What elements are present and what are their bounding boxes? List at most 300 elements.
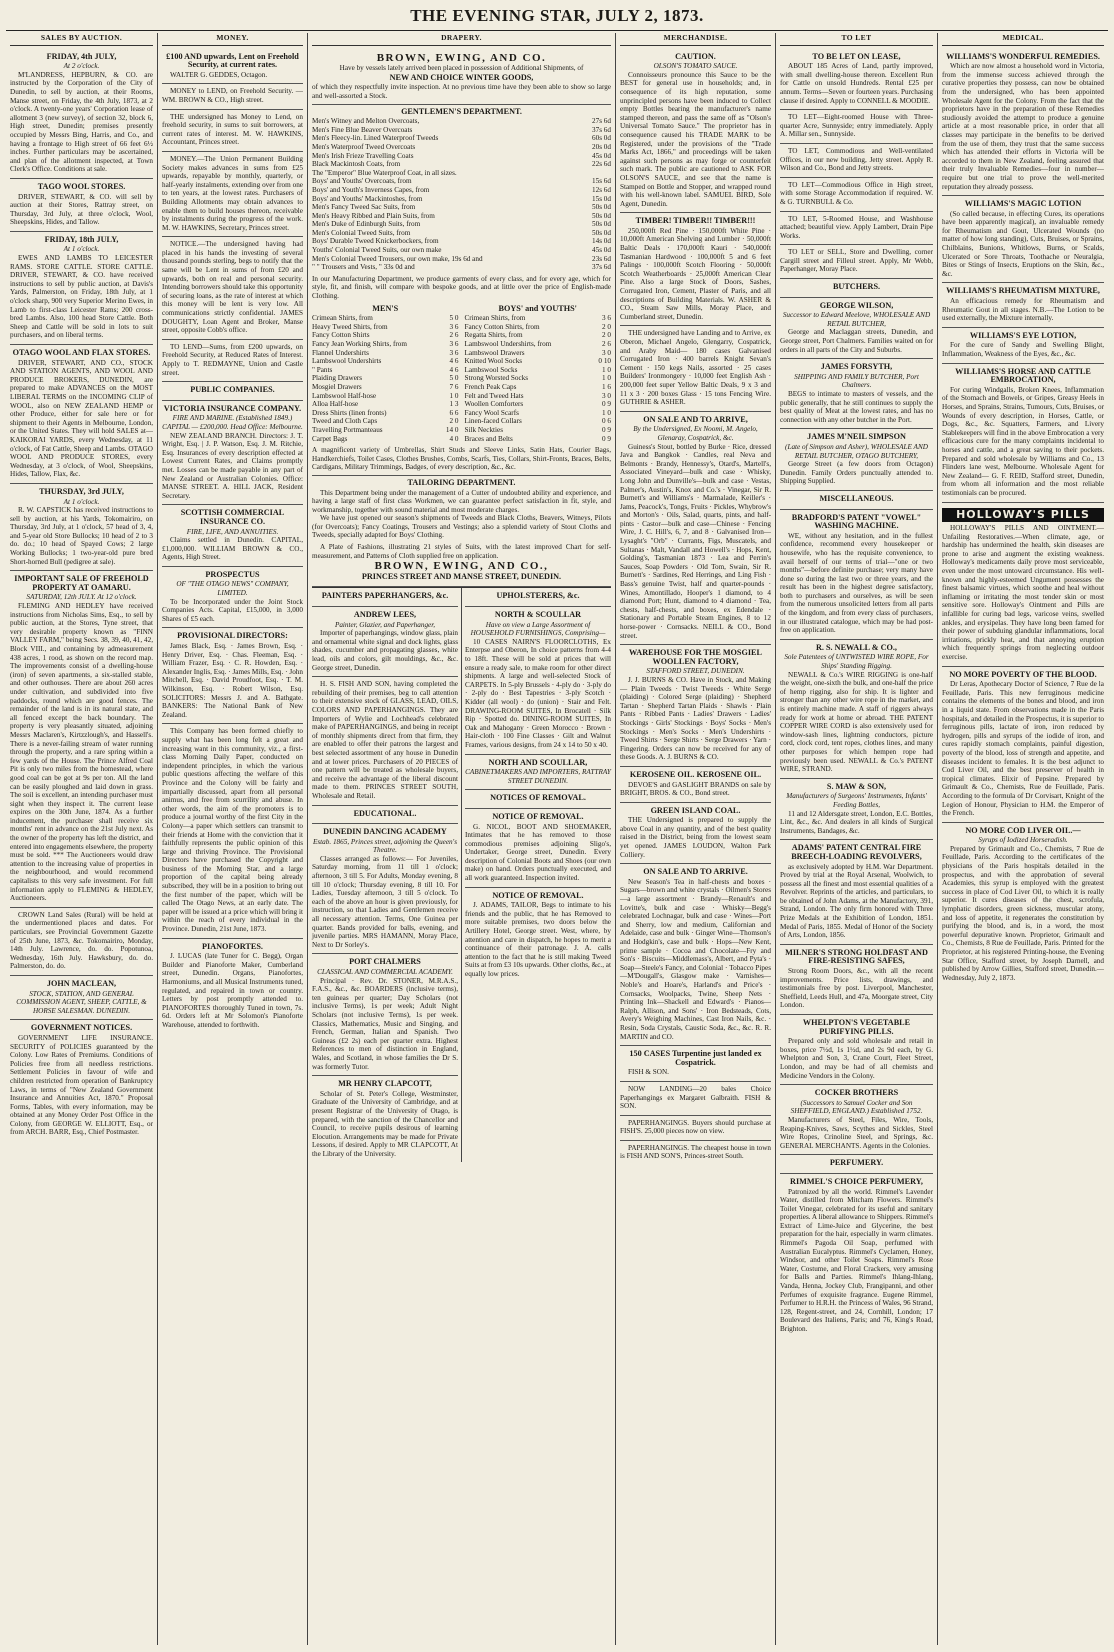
ad-body: EWES AND LAMBS TO LEICESTER RAMS. STORE CATTLE. STORE CATTLE. DRIVER, STEWART, & CO. have received instructions to sell by public auction, at Davis's Yards, Palmerston, on Friday, 18th July, at 1 o'clock sharp, 900 very Superior Merino Ewes, in Lamb to first-class Leicester Rams; 200 cross-bred Lambs. Also, 100 head Store Cattle. Both Sheep and Cattle will be sold in lots to suit purchasers, and on liberal terms. [10,254,153,340]
price-row [312,349,459,358]
price-value: 27s 6d [592,117,611,126]
ad-heading: NORTH AND SCOULLAR, [488,757,588,767]
price-value: 7 6 [449,382,459,391]
ad-heading: THURSDAY, 3rd JULY, [39,486,124,496]
price-item: Men's Colonial Tweed Trousers, our own make, 19s 6d and [312,254,483,263]
advertisement [10,179,153,232]
column-medical [938,33,1108,1645]
price-value: 50s 0d [592,228,611,237]
mens-head: MEN'S [372,303,399,313]
price-row [465,366,612,375]
ad-heading: NORTH & SCOULLAR [494,610,582,620]
ad-body: For curing Windgalls, Broken Knees, Inflammation of the Stomach and Bowels, or Gripes, Greasy Heels in Horses, and Sprains, Strains, Tumours, Cuts, Bruises, or Wounds of every description, in Horses, Cattle, or Dogs, &c., &c. Squatters, Farmers, and Livery Stablekeepers will find in the above Embrocation a very efficacious cure for the many complaints incidental to horses and cattle, and a great saving to their pockets. Prepared and sold wholesale by Williams and Co., 13 Flinders lane west, Melbourne. Wholesale Agent for New Zealand— G. F. REID, Stafford street, Dunedin, from whom all information and the most reliable testimonials can be procured. [942,385,1104,497]
tailoring-text-a: This Department being under the management of a Cutter of undoubted ability and experience, and having a large staff of first class Workmen, we can guarantee perfect satisfaction in fit, style, and workmanship, together with sound material and most moderate charges. [312,488,611,514]
ad-heading: NOTICE OF REMOVAL. [492,890,584,900]
price-row [312,392,459,401]
price-item: Lambswool Half-hose [312,391,377,400]
price-item: Lambswool Socks [464,365,518,374]
brown-ewing-footer-title: BROWN, EWING, AND CO., [374,560,549,573]
medical-ads [942,49,1104,987]
ad-body: Prepared by Grimault and Co., Chemists, 7 Rue de Feuillade, Paris. According to the certificates of the physicians of the Paris hospitals detailed in the prospectus, and with the approbation of several Academies, this syrup is employed with the greatest success in place of Cod Liver Oil, to which it is really superior. It cures diseases of the chest, scrofula, lymphatic disorders, green sickness, muscular atony, and loss of appetite, it regenerates the constitution by purifying the blood, and is, in a word, the most powerful depurative known. Proprietor, Grimault and Co., Chemists, 8 Rue de Feuillade, Paris. Printed for the Proprietor, at his registered Printing-house, the Evening Star Office, Stafford street, by Joseph Darnell, and published by Arrow Gillies, Stafford street, Dunedin.—Wednesday, July 2, 1873. [942,844,1104,982]
price-value: 50s 0d [592,203,611,212]
boys-price-list [465,314,612,443]
ad-body: NEW ZEALAND BRANCH. Directors: J. T. Wright, Esq. | J. P. Watson, Esq. J. M. Ritchie, Esq. Insurances of every description effected at Lowest Current Rates, and Claims promptly met. Losses can be made payable in any part of New Zealand or Australian Colonies. Office: MANSE STREET. A. HILL JACK, Resident Secretary. [162,431,303,500]
ad-heading: £100 AND upwards, Lent on Freehold Security, at current rates. [166,51,299,70]
section-header-merchandise: MERCHANDISE. [620,33,771,46]
ad-heading: NOTICE OF REMOVAL. [492,811,584,821]
advertisement [312,1076,458,1162]
advertisement [780,359,933,429]
ad-heading: JAMES M'NEIL SIMPSON [807,432,906,442]
price-row [312,426,459,435]
price-value: 12s 6d [592,185,611,194]
ad-body: THE undersigned have Landing and to Arrive, ex Oberon, Michael Angelo, Glengarry, Cospatrick, and Araby Maid— 180 cases Galvanised Corrugated Iron · 400 barrels Knight Sevan's Cement · 150 kegs Nails, assorted · 25 cases Builders' Ironmongery · 10,000 feet English Ash · 200,000 feet super Yellow Baltic Deals, 9 x 3 and 11 x 3 · 200 boxes Glass · 15 tons Fencing Wire. GUTHRIE & ASHER. [620,329,771,407]
ad-body: G. NICOL, BOOT AND SHOEMAKER, Intimates that he has removed to those commodious premises adjoining Sligo's, Undertaker, George street, Dunedin. Every description of Colonial Boots and Shoes (our own make) on hand. Orders punctually executed, and all work guaranteed. Inspection invited. [465,822,611,883]
ad-subheading: Have on view a Large Assortment of HOUSEHOLD FURNISHINGS, Comprising— [470,620,606,638]
ad-body: HOLLOWAY'S PILLS AND OINTMENT.—Unfailing Restoratives.—When climate, age, or hardship has undermined the health, skin diseases are prone to arise and augment the existing weakness. Holloway's medicaments daily prove most serviceable, even under the most untoward circumstance. His well-known and highly-esteemed Ungument possesses the finest balsamic virtues, which soothe and heal without inflaming or irritating the most tender skin or most sensitive sore. Holloway's Ointment and Pills are infallible for curing bad legs, varicose veins, swelled ankles, and erysipelas. They have long been famed for their power of subduing glandular inflammations, local irritations, prickly heat, and that annoying eruption which frequently springs from neglecting outdoor exercise. [942,524,1104,661]
advertisement [162,110,303,152]
price-value: 14s 0d [592,237,611,246]
price-row [465,426,612,435]
price-value: 3 6 [449,348,459,357]
price-item: Boys' Durable Tweed Knickerbockers, from [312,237,439,246]
column-money [158,33,308,1645]
advertisement [780,110,933,144]
ad-heading: JAMES FORSYTH, [820,362,893,372]
price-row [465,409,612,418]
advertisement [942,49,1104,197]
mens-boys-tables [312,304,611,444]
price-item: Men's Irish Frieze Travelling Coats [312,151,414,160]
price-item: The "Emperor" Blue Waterproof Coat, in all sizes. [312,168,457,177]
price-row [312,435,459,444]
ad-body: Manufacturers of Steel, Files, Wire, Tools, Reaping-Knives, Saws, Scythes and Sickles, Steel Wire Ropes, Crinoline Steel, and Springs, &c. GENERAL MERCHANTS. Agents in the Colonies. [780,1115,933,1150]
advertisement [620,213,771,326]
price-item: Fancy Wool Scarfs [464,408,519,417]
price-row [312,246,611,255]
price-item: Black Mackintosh Coats, from [312,160,401,169]
column-auctions [6,33,158,1645]
ad-heading: BUTCHERS. [832,282,881,292]
ad-subheading: Sole Patentees of UNTWISTED WIRE ROPE, For Ships' Standing Rigging. [784,653,929,671]
advertisement [780,1015,933,1085]
price-item: Carpet Bags [312,434,348,443]
price-row [312,203,611,212]
price-item: Men's Waterproof Tweed Overcoats [312,142,416,151]
price-value: 4 6 [449,357,459,366]
price-value: 5 0 [449,374,459,383]
ad-body: TO LET—Commodious Office in High street, with some Storage Accommodation if required. W. & G. TURNBULL & Co. [780,180,933,206]
masthead: THE EVENING STAR, JULY 2, 1873. [410,6,704,25]
ad-heading: MISCELLANEOUS. [819,493,894,503]
ad-subheading: SHIPPING AND FAMILY BUTCHER, Port Chalmers. [794,372,919,390]
advertisement [162,939,303,1034]
price-value: 1 0 [602,365,611,374]
ad-heading: JOHN MACLEAN, [46,978,117,988]
ad-heading: TIMBER! TIMBER!! TIMBER!!! [635,216,756,226]
ad-subheading: At 1 o'clock. [63,497,100,506]
advertisement [465,588,611,607]
price-value: 23s 6d [592,254,611,263]
ad-heading: NO MORE POVERTY OF THE BLOOD. [949,669,1097,679]
ad-heading: MILNER'S STRONG HOLDFAST AND FIRE-RESISTING SAFES, [785,947,928,966]
price-value: 1 0 [449,391,459,400]
advertisement [312,824,458,954]
ad-body: TO LET, 5-Roomed House, and Washhouse attached; beautiful view. Apply Lambert, Drain Pipe Works. [780,214,933,240]
price-value: 45s 0d [592,246,611,255]
ad-subheading: CABINETMAKERS AND IMPORTERS, RATTRAY STREET DUNEDIN. [465,768,611,785]
price-row [312,366,459,375]
gents-price-list [312,117,611,272]
price-row [465,435,612,444]
ad-heading: WILLIAMS'S EYE LOTION, [969,330,1077,340]
gents-dept-title: GENTLEMEN'S DEPARTMENT. [401,106,522,116]
ad-body: 250,000ft Red Pine · 150,000ft White Pine · 10,000ft American Shelving and Lumber · 50,000ft Baltic Deals · 170,000ft Kauri · 540,000ft Tasmanian Hardwood · 100,000ft 5 and 6 feet Palings · 100,000ft Scotch Flooring · 50,000ft Scotch Weatherboards · 25,000ft American Clear Pine. Also a large Stock of Doors, Sashes, Corrugated Iron, Cement, Plaster of Paris, and all descriptions of Building Materials. W. ASHER & CO., Steam Saw Mills, Moray Place, and Cumberland street, Dunedin. [620,226,771,321]
ad-heading: EDUCATIONAL. [353,808,417,818]
price-item: Regatta Shirts, from [464,331,523,340]
ad-heading: PIANOFORTES. [202,941,263,951]
ad-body: Dr Leras, Apothecary Doctor of Science, 7 Rue de la Feuillade, Paris. This new ferruginous medicine contains the elements of the bones and blood, and iron in a liquid state. From observations made in the Paris hospitals, and detailed in the Prospectus, it is superior to ferruginous pills, lactate of iron, iron reduced by hydrogen, pills and syrups of the iodide of iron, and cures rapidly stomach complaints, painful digestion, poverty of the blood, loss of strength and appetite, and diseases incident to females. It is the best adjunct to Cod Liver Oil, and the best preserver of health in tropical climates. Elixir of Pepsine. Prepared by Grimault & Co., Chemists, Rue de Feuillade, Paris. According to the formula of Dr Corvisart, Knight of the Legion of Honour, Physician to H.M. the Emperor of the French. [942,680,1104,818]
price-value: 20s 0d [592,142,611,151]
section-header-medical: MEDICAL. [942,33,1104,46]
price-row [312,177,611,186]
price-row [312,152,611,161]
ad-body: TO LET or SELL, Store and Dwelling, corner Cargill street and Filleul street. Apply, Mr Webb, Paperhanger, Moray Place. [780,248,933,274]
umbrellas-text: A magnificent variety of Umbrellas, Shirt Studs and Sleeve Links, Satin Hats, Courier Bags, Handkerchiefs, Toilet Cases, Clothes Brushes, Combs, Scarfs, Ties, Collars, Shirt-Fronts, Braces, Belts, Cardigans, Military Trimmings, Badges, of every description, &c., &c. [312,446,611,472]
ad-body: THE Undersigned is prepared to supply the above Coal in any quantity, and of the best quality raised in the District, being from the lowest seam yet opened. JAMES LOUDON, Walton Park Colliery. [620,816,771,859]
advertisement [162,49,303,85]
advertisement [10,345,153,484]
ad-body: Classes arranged as follows:— For Juveniles, Saturday morning, from 11 till 1 o'clock; afternoon, 3 till 5. For Adults, Monday evening, 8 till 10 o'clock; Thursday evening, 8 till 10. For Ladies, Tuesday afternoon, 3 till 5 o'clock. To each of the above an hour is given previously, for instruction, so that Ladies and Gentlemen receive all necessary attention. Terms, One Guinea per quarter. Bands provided for balls, evening, and juvenile parties. MRS HAMANN, Moray Place, Next to Dr Sorley's. [312,854,458,949]
ad-heading: IMPORTANT SALE OF FREEHOLD PROPERTY AT OAMARU. [14,574,149,592]
ad-body: Claims settled in Dunedin. CAPITAL, £1,000,000. WILLIAM BROWN & CO., Agents, High Street. [162,536,303,562]
ad-heading: TAGO WOOL STORES. [37,181,126,191]
ad-body: George and Maclaggan streets, Dunedin, and George street, Port Chalmers. Families waited on for orders in all parts of the City and Suburbs. [780,328,933,354]
section-header-auctions: SALES BY AUCTION. [10,33,153,46]
price-item: Crimean Shirts, from [464,314,526,323]
advertisement [10,232,153,345]
advertisement [620,1141,771,1165]
ad-heading: MR HENRY CLAPCOTT, [338,1079,432,1089]
ad-subheading: (Late of Simpson and Asher), WHOLESALE AND RETAIL BUTCHER, OTAGO BUTCHERY, [785,442,928,460]
price-item: Lambswool Drawers [464,348,525,357]
ad-body: H. S. FISH AND SON, having completed the rebuilding of their premises, beg to call attention to their extensive stock of GLASS, LEAD, OILS, COLORS AND PAPERHANGINGS. They are Importers of Wylie and Lochhead's celebrated make of PAPERHANGINGS, and being in receipt of monthly shipments direct from that firm, they are enabled to offer their patrons the largest and best selected assortment of any house in Dunedin and at lower prices. Purchasers of 20 PIECES of one pattern will be treated as wholesale buyers, and receive the advantage of the liberal discount made to them. PRINCES STREET SOUTH, Wholesale and Retail. [312,680,458,800]
to-let-ads [780,49,933,1338]
advertisement [162,628,303,724]
price-item: " " Trousers and Vests, " 33s 0d and [312,263,415,272]
price-value: 2 0 [602,322,611,331]
advertisement [620,1082,771,1116]
price-row [465,349,612,358]
advertisement [10,484,153,571]
price-value: 1 0 [602,408,611,417]
price-row [312,186,611,195]
auction-ads [10,49,153,1141]
price-value: 50s 0d [592,220,611,229]
price-value: 4 6 [449,365,459,374]
ad-heading: WAREHOUSE FOR THE MOSGIEL WOOLLEN FACTORY, [629,648,762,666]
ad-heading: NOTICES OF REMOVAL. [490,793,586,803]
price-item: Fancy Jean Working Shirts, from [312,340,407,348]
ad-body: Principal · Rev. Dr. STONER, M.R.A.S., F.A.S., &c., &c. BOARDERS (inclusive terms), ten guineas per quarter; Day Scholars (not inclusive Terms), 1s per week; Adult Night Scholars (not inclusive Terms), 1s per week. Classics, Mathematics, Music and Singing, and French, German, Italian and Spanish. Two Guineas (£2 2s) each per quarter extra. Highest References to men of distinction in England, Wales, and Scotland, in whose families the Dr S. was formerly Tutor. [312,976,458,1071]
price-row [465,374,612,383]
brown-ewing-invite: of which they respectfully invite inspection. At no previous time have they been able to show so large and well-assorted a Stock. [312,83,611,100]
price-row [312,212,611,221]
ad-heading: 150 CASES Turpentine just landed ex Cospatrick. [629,1049,762,1067]
column-drapery [308,33,616,1645]
holloway-logo: HOLLOWAY'S PILLS [942,508,1104,523]
advertisement [620,1116,771,1141]
ad-heading: ON SALE AND TO ARRIVE. [643,867,748,877]
ad-body: CROWN Land Sales (Rural) will be held at the undermentioned places and dates. For particulars, see Provincial Government Gazette of 25th June, 1873, &c. Tokomairiro, Monday, 14th July. Lawrence, do. do. Popotunoa, Wednesday, 16th July. Hawksbury, do. do. Palmerston, do. do. [10,910,153,971]
price-item: Men's Colonial Tweed Suits, from [312,228,411,237]
masthead-rule [6,30,1108,31]
brown-ewing-address: PRINCES STREET AND MANSE STREET, DUNEDIN. [361,571,562,581]
advertisement [620,803,771,865]
ad-body: Prepared only and sold wholesale and retail in boxes, price 7½d, 1s 1½d, and 2s 9d each, by G. Whelpton and Son, 3, Crane Court, Fleet Street, London, and may be had of all chemists and Medicine Vendors in the Colony. [780,1037,933,1080]
price-value: 0 10 [598,357,611,366]
ad-heading: WILLIAMS'S WONDERFUL REMEDIES. [946,51,1100,61]
section-header-to-let: TO LET [780,33,933,46]
price-value: 1 6 [602,382,611,391]
ad-body: THE undersigned has Money to Lend, on freehold security, in sums to suit borrowers, at current rates of interest. M. W. HAWKINS, Accountant, Princes street. [162,112,303,147]
price-value: 15s 0d [592,194,611,203]
ad-heading: COCKER BROTHERS [814,1088,899,1098]
price-row [312,255,611,264]
price-value: 50s 0d [592,211,611,220]
ad-body: Connoisseurs pronounce this Sauce to be the BEST for general use in households; and, in consequence of its high reputation, some unprincipled persons have been induced to Collect empty Bottles bearing the manufacturer's name stamped thereon, and pass the same off as "Olson's Universal Tomato Sauce." The proprietor has in consequence caused his TRADE MARK to be Registered, under the provisions of the "Trade Marks Act, 1866," and proceedings will be taken against such persons as may forge or counterfeit such mark. The public are cautioned to ASK FOR OLSON'S SAUCE, and see that the name is Stamped on Bottle and Stopper, and wrapped round with his well-known label. SAMUEL BIRD, Sole Agent, Dunedin. [620,70,771,208]
ad-subheading: SATURDAY, 12th JULY. At 12 o'clock. [26,593,137,602]
ad-body: (So called because, in effecting Cures, its operations have been apparently magical), an invaluable remedy for Rheumatism and Gout, Ulcerated Wounds (no matter of how long standing), Cuts, Bruises, or Sprains, Chilblains, Bunions, Whitlows, Burns, or Scalds, Ulcerated or Sore Throats, Toothache or Neuralgia, Bites or Stings of Insects, Eruptions on the Skin, &c., &c. [942,209,1104,278]
advertisement [942,823,1104,987]
ad-body: J. J. BURNS & CO. Have in Stock, and Making— Plain Tweeds · Twist Tweeds · White Serge (plaiding) · Colored Serge (plaiding) · Shepherd Tartan · Shepherd Tartan Plaids · Shawls · Plain Pants · Ribbed Pants · Ladies' Drawers · Ladies' Stockings · Girls' Stockings · Boys' Socks · Men's Stockings · Men's Socks · Men's Undershirts · Tweed Shirts · Serge Shirts · Serge Drawers · Yarn · Fingering. Orders can now be received for any of these Goods. A. J. BURNS & CO. [620,675,771,762]
price-row [465,383,612,392]
ad-heading: WILLIAMS'S RHEUMATISM MIXTURE, [946,286,1100,296]
ad-subheading: At 2 o'clock. [63,62,100,71]
advertisement [942,364,1104,503]
ad-body: J. ADAMS, TAILOR, Begs to intimate to his friends and the public, that he has Removed to more suitable premises, two doors below the Artillery Hotel, George street. West, where, by attention and care in dispatch, he hopes to merit a continuance of their patronage. J. A. calls attention to the fact that he is still making Tweed Suits at from £3 10s upwards. Other cloths, &c., at equally low prices. [465,901,611,978]
advertisement [312,588,458,607]
ad-body: This Company has been formed chiefly to supply what has been long felt a great and increasing want in this community, viz., a first-class Morning Daily Paper, conducted on independent principles, in which the various public questions affecting the welfare of this Province and the Colony will be fairly and impartially discussed, apart from all personal animus, and free from scurrility and abuse. In other words, the aim of the promoters is to produce a journal worthy of the first City in the Colony—a paper which settlers can transmit to their friends at Home with the conviction that it faithfully represents the public opinion of this large and thriving Province. The Provisional Directors have purchased the Copyright and business of the Morning Star, and a large proportion of the capital being already subscribed, they will be in a position to bring out the first number of the paper, which will be called The Otago News, at an early date. The paper will be issued at a price which will bring it within the reach of every individual in the Province. Dunedin, 21st June, 1873. [162,727,303,934]
column-to-let [776,33,938,1645]
ad-body: James Black, Esq. · James Brown, Esq. · Henry Driver, Esq. · Chas. Fleeman, Esq. · William Frazer, Esq. · C. R. Howden, Esq. · Alexander Inglis, Esq. · James Mills, Esq. · John Mitchell, Esq. · David Proudfoot, Esq. · T. M. Wilkinson, Esq. · Robert Wilson, Esq. SOLICITORS: Messrs J. and A. Bathgate. BANKERS: The National Bank of New Zealand. [162,642,303,719]
price-row [312,374,459,383]
price-item: Fancy Cotton Shirts, from [464,322,540,331]
advertisement [465,888,611,983]
ad-heading: TO BE LET ON LEASE, [812,51,901,61]
price-row [312,417,459,426]
ad-heading: CAUTION. [675,51,716,61]
ad-heading: R. S. NEWALL & CO., [816,642,897,652]
ad-body: Strong Room Doors, &c., with all the recent improvements. Price lists, drawings, and testimonials free by post. Liverpool, Manchester, Sheffield, Leeds Hull, and 47a, Moorgate street, City London. [780,967,933,1010]
price-row [312,160,611,169]
price-row [312,314,459,323]
ad-body: FLEMING AND HEDLEY have received instructions from Nicholas Sims, Esq., to sell by public auction, at the Stores, Tyne street, that very desirable property known as "FINN VALLEY FARM," being Secs. 38, 39, 40, 41, 42, Block VIII., and containing by admeasurement 438 acres, 1 rood, as shown on the record map. The improvements consist of a dwelling-house (iron) of seven apartments, a six-stalled stable, and other outhouses. There are about 260 acres under cultivation, and subdivided into five paddocks, round which are good fences. The remainder of the land is in its natural state, and all fenced except the back boundary. The property is very pleasantly situated, adjoining Messrs Maclaren's, Kirtzzlough's, and Hassell's. There is a never-failing stream of water running through the property, and a rare spring within a few yards of the House. The Prince Alfred Coal Pit is only two miles from the homestead, where good coal can be got at 9s per ton. All the land can be easily ploughed and laid down in grass. The soil is excellent, an intending purchaser must sight when they inspect it. The current lease expires on the 30th June, 1874. As a further inducement, the purchaser shall receive six months' rent in advance on the 21st July next. As the owner of the property has left the district, and entered into engagements elsewhere, the property must be sold. *** The Auctioneers would draw attention to the increasing value of properties in the neighbourhood, and would recommend capitalists to this very safe investment. For full information apply to FLEMING & HEDLEY, Auctioneers. [10,602,153,903]
ad-subheading: OLSON'S TOMATO SAUCE. [653,62,738,71]
ad-body: WE, without any hesitation, and in the fullest confidence, recommend every housekeeper or housewife, who has the requisite convenience, to avail herself of our terms of trial—"one or two months"—before definite purchase; very many have done so during the last two or three years, and the result has been in the highest degree satisfactory, both to purchasers and ourselves, as will be seen from the numerous unsolicited letters from all parts of the kingdom, and from every class of purchasers, in our illustrated catalogue, which may be had post-free on application. [780,531,933,635]
fashion-plate-text: A Plate of Fashions, illustrating 21 styles of Suits, with the latest improved Chart for self-measurement, and Patterns of Cloth supplied free on application. [312,543,611,560]
ad-heading: FRIDAY, 4th JULY, [46,51,117,61]
price-value: 5 0 [449,314,459,323]
price-value: 3 0 [602,348,611,357]
price-item: Dress Shirts (linen fronts) [312,408,387,417]
advertisement [780,640,933,779]
price-value: 2 0 [449,417,459,426]
advertisement [10,976,153,1020]
ad-body: 11 and 12 Aldersgate street, London, E.C. Bottles, Lint, &c., &c. And dealers in all kinds of Surgical Instruments, Bandages, &c. [780,809,933,835]
price-value: 0 6 [602,417,611,426]
price-row [312,229,611,238]
brown-ewing-intro: Have by vessels lately arrived been placed in possession of Additional Shipments, of [339,64,584,73]
ad-body: DRIVER, STEWART, & CO. will sell by auction at their Stores, Rattray street, on Thursday, 3rd July, at three o'clock, Wool, Sheepskins, Hides, and Tallow. [10,192,153,227]
price-row [312,331,459,340]
advertisement [312,607,458,677]
ad-body: M'LANDRESS, HEPBURN, & CO. are instructed by the Corporation of the City of Dunedin, to sell by auction, at their Rooms, Manse street, on Friday, the 4th July, 1873, at 2 o'clock. A twenty-one years' Corporation lease of allotment 3 (new survey), of section 32, block 6, High street, Dunedin; premises presently occupied by Messrs Bing, Harris, and Co., and having a frontage to High street of 66 feet 6½ inches. Further particulars may be ascertained, and plan of the allotment inspected, at Town Clerk's Office. Conditions at sale. [10,70,153,174]
price-item: Tweed and Cloth Caps [312,417,378,426]
ad-body: NOW LANDING—20 bales Choice Paperhangings ex Margaret Galbraith. FISH & SON. [620,1084,771,1111]
ad-heading: FRIDAY, 18th JULY, [44,234,119,244]
price-value: 1 0 [602,374,611,383]
price-value: 14 0 [445,425,459,434]
boys-head: BOYS' and YOUTHS' [498,303,577,313]
ad-body: NOTICE.—The undersigned having had placed in his hands the investing of several thousand pounds sterling, begs to notify that the same will be Lent in sums of from £20 and upwards, both on real and personal security. Intending borrowers should take this opportunity of securing loans, as the rate of interest at which this money will be lent is very low. All communications strictly confidential. JAMES DOUGHTY, Loan Agent and Broker, Manse street, opposite Cobb's office. [162,240,303,335]
ad-body: George Street (a few doors from Octagon) Dunedin. Family Orders punctually attended to. Shipping Supplied. [780,460,933,486]
price-value: 0 9 [602,425,611,434]
ad-heading: VICTORIA INSURANCE COMPANY. [163,403,302,413]
advertisement [780,1155,933,1174]
advertisement [162,567,303,629]
advertisement [780,279,933,298]
price-item: Men's Duke of Edinburgh Suits, from [312,220,421,229]
ad-subheading: CLASSICAL AND COMMERCIAL ACADEMY. [317,968,453,976]
price-item: Strong Worsted Socks [464,374,529,383]
advertisement [780,1085,933,1155]
ad-body: TO LEND—Sums, from £200 upwards, on Freehold Security, at Reduced Rates of Interest. Apply to T. REDMAYNE, Union and Castle street. [162,342,303,377]
ad-body: Importer of paperhangings, window glass, plain and ornamental white signal and dock lights, glass shades, cucumber and propagating glasses, white lead, oils and colors, gilt mouldings, &c., &c. George street, Dunedin. [312,629,458,672]
advertisement [10,571,153,908]
ad-heading: RIMMEL'S CHOICE PERFUMERY, [790,1176,923,1186]
price-item: Youths' Colonial Tweed Suits, our own make [312,246,442,255]
price-value: 2 0 [602,331,611,340]
advertisement [942,667,1104,823]
price-item: Alloa Half-hose [312,400,359,409]
ad-heading: ON SALE AND TO ARRIVE, [643,414,748,424]
price-row [312,134,611,143]
ad-body: Scholar of St. Peter's College, Westminster, Graduate of the University of Cambridge, and at present Registrar of the University of Otago, is prepared, with the sanction of the Chancellor and Council, to receive pupils desirous of learning Elocution. Arrangements may be made for Private Lessons, if desired. Apply to MR CLAPCOTT, At the Library of the University. [312,1089,458,1158]
price-row [312,143,611,152]
section-header-money: MONEY. [162,33,303,46]
price-value: 4 0 [449,434,459,443]
upholsterers-removal-ads [462,588,611,1162]
ad-body: TO LET, Commodious and Well-ventilated Offices, in our new building, Jetty street. Apply R. Wilson and Co., Bond and Jetty streets. [780,146,933,173]
price-item: Boys' and Youth's Inverness Capes, from [312,185,430,194]
column-container [6,33,1108,1645]
price-row [465,417,612,426]
price-item: Fancy Cotton Shirts [312,331,370,340]
ad-heading: ANDREW LEES, [353,610,417,620]
price-item: Men's Witney and Melton Overcoats, [312,117,420,126]
ad-heading: UPHOLSTERERS, &c. [496,591,580,601]
advertisement [780,429,933,491]
ad-body: 10 CASES NAIRN'S FLOORCLOTHS, Ex Enterpse and Oberon, In choice patterns from 4-4 to 18ft. These will be sold at prices that will ensure a ready sale, to make room for other direct shipments. A large and well-selected Stock of CARPETS. In 5-ply Brussels · 4-ply do · 3-ply do · 2-ply do · Best Tapestries · 3-ply Scotch · Kidder (all wool) · do (union) · Stair and Felt. DRAWING-ROOM SUITES, In Brocatell · Silk Rip · Spotted do. DINING-ROOM SUITES, In Oak and Mahogany · Green Morocco · Brown · Hair-cloth · 100 Fine Classes · Gilt and Walnut Frames, various designs, from 24 x 14 to 50 x 40. [465,637,611,749]
price-row [312,323,459,332]
ad-heading: GOVERNMENT NOTICES. [30,1023,133,1033]
ad-body: R. W. CAPSTICK has received instructions to sell by auction, at his Yards, Tokomairiro, on Thursday, 3rd July, at 1 o'clock, 57 head of 3, 4, and 5-year old Store Bullocks; 10 head of 2 to 3 do. do.; 10 head of Spayed Cows; 2 large Working Bullocks; 1 two-year-old pure bred Short-horned Bull (pedigree at sale). [10,506,153,566]
advertisement [780,178,933,212]
price-item: Lambswool Undershirts, from [464,340,552,348]
price-row [312,237,611,246]
price-value: 15s 6d [592,177,611,186]
price-item: Boys' and Youths' Overcoats, from [312,177,412,186]
price-row [312,117,611,126]
advertisement [162,505,303,567]
price-item: Boys' and Youths' Mackintoshes, from [312,194,423,203]
ad-subheading: Manufacturers of Surgeons' Instruments, Infants' Feeding Bottles, [786,792,927,809]
advertisement [780,840,933,945]
price-row [465,357,612,366]
advertisement [312,677,458,805]
price-item: Plaiding Drawers [312,374,363,383]
ad-heading: OTAGO WOOL AND FLAX STORES. [12,348,151,357]
tailoring-text-b: We have just opened our season's shipments of Tweeds and Black Cloths, Beavers, Witneys, Pilots (for Overcoats); Fancy Coatings, Trousers and Vestings; also a splendid variety of Stout Cloths and Tweeds, specially adapted for Boys' Clothing. [312,514,611,540]
advertisement [162,382,303,401]
price-item: Men's Fine Blue Beaver Overcoats [312,125,413,134]
price-row [465,340,612,349]
ad-body: DEVOE'S and GASLIGHT BRANDS on sale by BRIGHT, BROS. & CO., Bond street. [620,780,771,798]
ad-heading: WILLIAMS'S MAGIC LOTION [964,199,1082,209]
advertisement [780,212,933,246]
ad-body: BEGS to intimate to masters of vessels, and the public generally, that he still continues to supply the best quality of Meat at the lowest rates, and has no connection with any other butcher in the Port. [780,390,933,424]
column-merchandise [616,33,776,1645]
ad-body: PAPERHANGINGS. The cheapest house in town is FISH AND SON'S, Princes-street South. [620,1143,771,1161]
advertisement [780,1174,933,1338]
price-row [465,400,612,409]
advertisement [162,401,303,506]
ad-body: PAPERHANGINGS. Buyers should purchase at FISH'S. 25,000 pieces now on view. [620,1118,771,1136]
price-item: Travelling Portmanteaus [312,425,383,434]
price-value: 6 6 [449,408,459,417]
brown-ewing-ad [312,49,611,588]
ad-subheading: OF "THE OTAGO NEWS" COMPANY, LIMITED. [176,580,289,598]
ad-heading: NO MORE COD LIVER OIL.— [965,825,1081,835]
price-row [465,331,612,340]
ad-body: FISH & SON. [628,1068,669,1077]
ad-body: MONEY.—The Union Permanent Building Society makes advances in sums from £25 upwards, repayable by monthly, quarterly, or half-yearly instalments, extending over from one to ten years, at the lowest rates. Purchasers of Building Allotments may obtain advances to enable them to build houses thereon, receivable by instalments during the progress of the work. M. W. HAWKINS, Secretary, Princes street. [162,154,303,232]
advertisement [312,806,458,825]
ad-heading: BRADFORD'S PATENT "VOWEL" WASHING MACHINE. [791,512,922,531]
price-row [312,169,611,178]
price-value: 2 6 [449,331,459,340]
price-item: " Pants [312,365,333,374]
advertisement [780,510,933,640]
ad-heading: WILLIAMS'S HORSE AND CATTLE EMBROCATION, [955,366,1091,385]
advertisement [780,779,933,841]
drapery-lower-split [312,587,611,1162]
price-row [312,409,459,418]
advertisement [780,144,933,178]
tailoring-dept-title: TAILORING DEPARTMENT. [407,477,516,487]
advertisement [465,755,611,791]
ad-heading: SCOTTISH COMMERCIAL INSURANCE CO. [180,508,285,526]
ad-heading: PERFUMERY. [829,1158,884,1168]
ad-subheading: By the Undersigned, Ex Noomi, M. Angelo, Glenaray, Cospatrick, &c. [633,425,758,442]
price-row [312,400,459,409]
ad-body: To be Incorporated under the Joint Stock Companies Acts. Capital, £15,000, in 3,000 Shares of £5 each. [162,597,303,623]
ad-body: Which are now almost a household word in Victoria, from the immense success achieved through the curative properties they possess, can now be obtained from the undersigned, who has been appointed Wholesale Agent for the Colony. From the fact that the proprietors have in the preparation of these Remedies studiously avoided the attempt to produce a genuine article at a most reasonable price, in order that all classes may participate in the benefits to be derived from the use of them, they trust that the same success which has attended their efforts in Victoria will be accorded to them in New Zealand, feeling assured that their truly Invaluable Remedies—four in number—require but one trial to prove the well-merited reputation they already possess. [942,62,1104,191]
price-row [312,263,611,272]
price-item: Men's Fleecy-lin. Lined Waterproof Tweeds [312,134,439,143]
price-row [312,195,611,204]
